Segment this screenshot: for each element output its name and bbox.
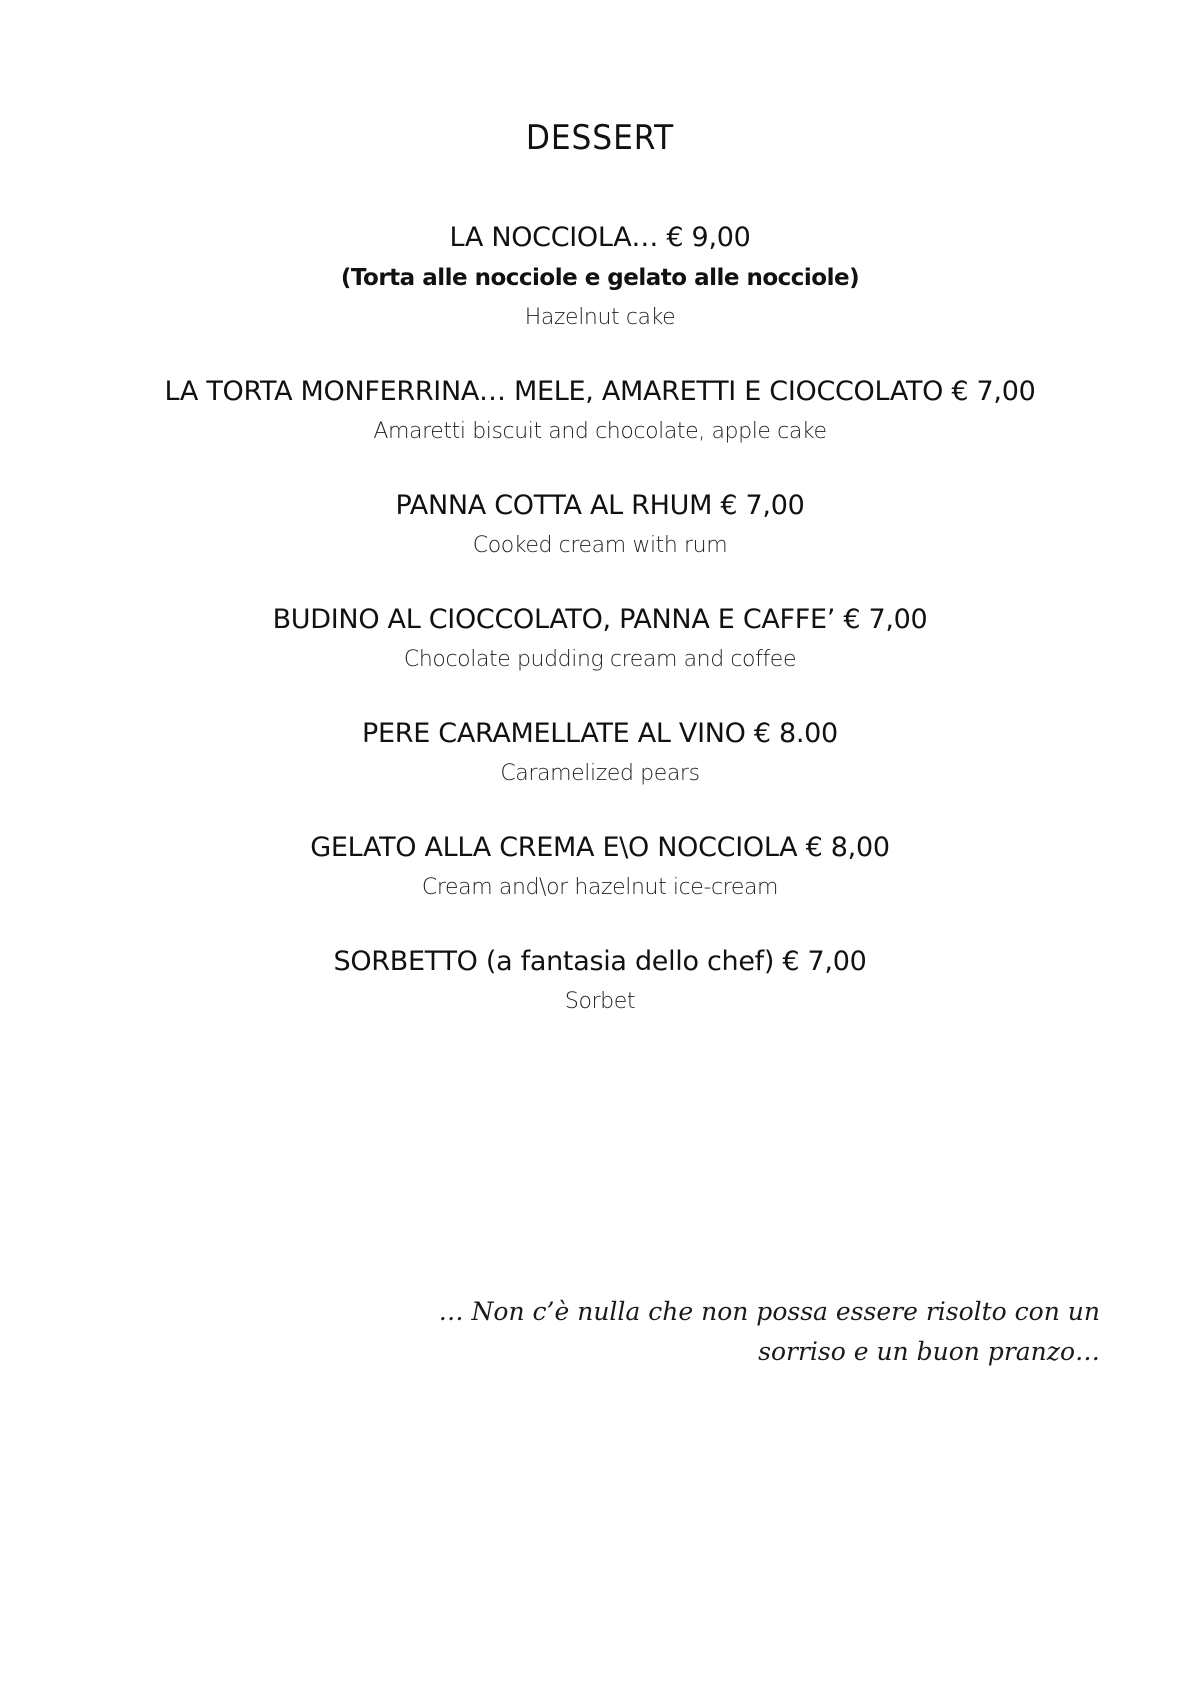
menu-item [100, 600, 1100, 680]
menu-item-name-price: GELATO ALLA CREMA E\O NOCCIOLA € 8,00 [310, 832, 890, 863]
menu-item [100, 714, 1100, 794]
menu-item-name-price: LA NOCCIOLA… € 9,00 [449, 222, 751, 253]
page-title: DESSERT [525, 118, 675, 158]
dessert-menu-list [100, 218, 1100, 1056]
menu-item [100, 942, 1100, 1022]
menu-item-name-price: PANNA COTTA AL RHUM € 7,00 [395, 490, 805, 521]
menu-item [100, 828, 1100, 908]
menu-item-english-description: Amaretti biscuit and chocolate, apple cake [373, 419, 827, 444]
footer-quote-line: sorriso e un buon pranzo… [758, 1337, 1100, 1366]
menu-item-english-description: Hazelnut cake [524, 305, 676, 330]
menu-item-italian-note: (Torta alle nocciole e gelato alle nocciole) [340, 265, 860, 291]
footer-quote-line: … Non c’è nulla che non possa essere risolto con un [438, 1297, 1100, 1326]
menu-item-name-price: BUDINO AL CIOCCOLATO, PANNA E CAFFE’ € 7,00 [272, 604, 928, 635]
menu-item-english-description: Cooked cream with rum [472, 533, 728, 558]
menu-item [100, 218, 1100, 338]
menu-item-english-description: Cream and\or hazelnut ice-cream [421, 875, 779, 900]
menu-item [100, 486, 1100, 566]
menu-item-name-price: LA TORTA MONFERRINA… MELE, AMARETTI E CIOCCOLATO € 7,00 [164, 376, 1036, 407]
menu-item-english-description: Caramelized pears [500, 761, 700, 786]
menu-item [100, 372, 1100, 452]
footer-quote [380, 1292, 1100, 1372]
menu-item-english-description: Chocolate pudding cream and coffee [403, 647, 797, 672]
menu-item-english-description: Sorbet [564, 989, 636, 1014]
menu-item-name-price: SORBETTO (a fantasia dello chef) € 7,00 [333, 946, 867, 977]
menu-item-name-price: PERE CARAMELLATE AL VINO € 8.00 [362, 718, 838, 749]
